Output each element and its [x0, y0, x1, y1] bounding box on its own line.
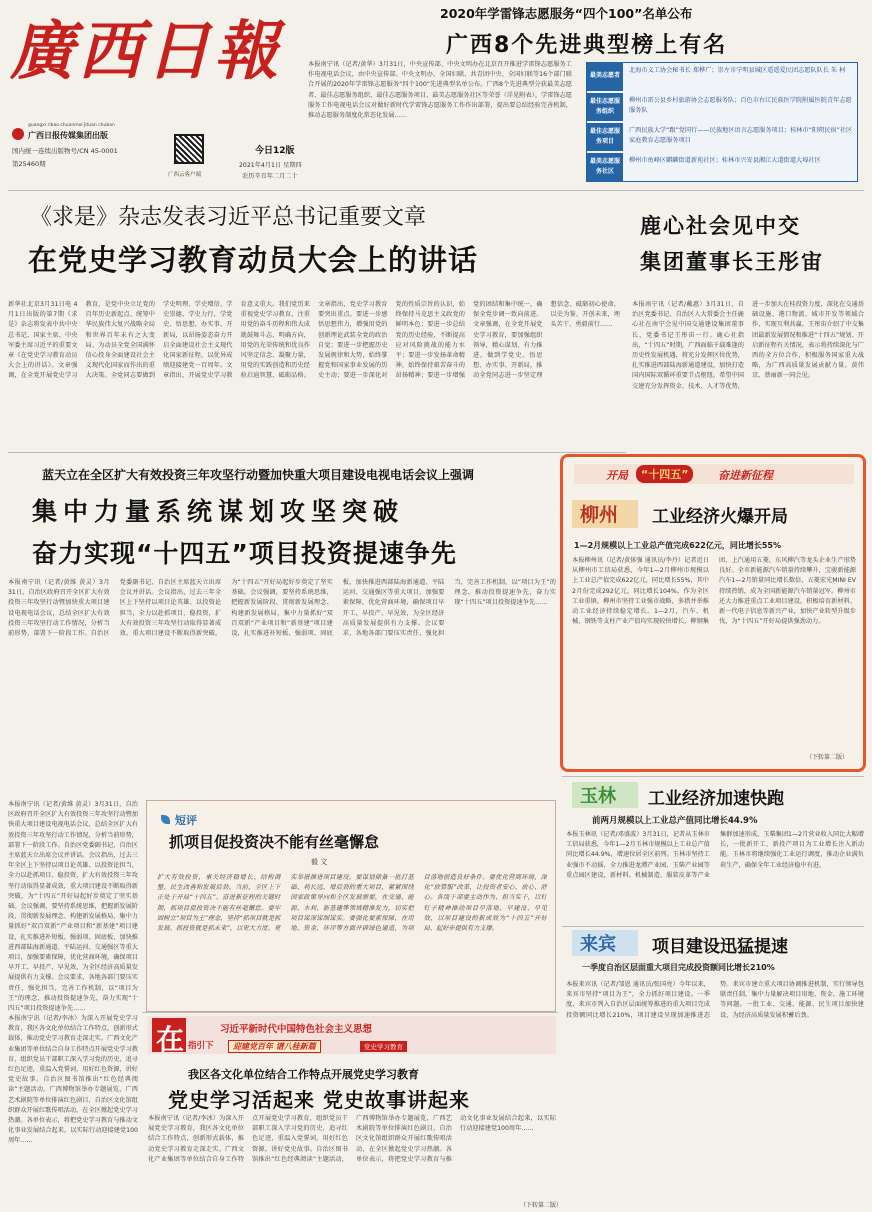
honor-text: 柳州市鱼峰区麒麟街道新苑社区；桂林市兴安县湘江大道街道大埠社区: [629, 157, 821, 164]
honor-label: 最美志愿者: [589, 72, 620, 79]
honors-table: [586, 62, 858, 182]
lunar-date: 农历辛丑年二月二十: [242, 173, 298, 180]
lead-kicker: 《求是》杂志发表习近平总书记重要文章: [30, 205, 427, 230]
honor-label: 最佳志愿服务组织: [589, 98, 620, 115]
conference-headline-1: 集中力量系统谋划攻坚突破: [32, 497, 405, 526]
liuzhou-subhead: 1—2月规模以上工业总产值完成622亿元，同比增长55%: [574, 541, 781, 550]
volunteer-kicker: 2020年学雷锋志愿服务“四个100”名单公布: [440, 6, 693, 21]
study-banner: [148, 1016, 556, 1056]
study-kicker: 我区各文化单位结合工作特点开展党史学习教育: [188, 1068, 419, 1081]
publisher-logo-icon: [12, 128, 24, 140]
app-label: 广西云客户端: [168, 172, 202, 178]
study-headline: 党史学习活起来 党史故事讲起来: [168, 1088, 470, 1112]
lead-headline: 在党史学习教育动员大会上的讲话: [28, 243, 479, 277]
leaf-icon: [161, 815, 170, 824]
liuzhou-headline: 工业经济火爆开局: [652, 507, 788, 527]
side-body: 本报南宁讯（记者/戴惠）3月31日，自治区党委书记、自治区人大常委会主任鹿心社在南宁会见中国交通建设集团董事长、党委书记王彤宙一行。鹿心社指出，“十四五”时期，广西面临千载难逢的历史性发展机遇，将充分发挥区位优势，扎实推进西部陆海新通道建设，加快打造国内国际双循环重要节点枢纽。希望中国交建充分发挥资金、技术、人才等优势，进一步加大在桂投资力度，深化在交通基础设施、港口物流、城市开发等领域合作，实现互利共赢。王彤宙介绍了中交集团最新发展情况和推进“十四五”规划、开启新征程有关情况，表示将持续深化与广西的全方位合作，积极服务国家重大战略，为广西高质量发展贡献力量。黄伟京、蔡丽新一同会见。: [632, 301, 864, 390]
laibin-subhead: 一季度自治区层面重大项目完成投资额同比增长210%: [582, 963, 775, 972]
honor-text: 柳州市雷公县乡村旅游协会志愿服务队；百色市右江民族医学院附属医院青年志愿服务队: [629, 97, 852, 114]
feature-banner-a: 开局: [606, 469, 628, 482]
issue-date: 2021年4月1日 星期四: [239, 162, 302, 169]
feature-banner-b: “十四五”: [636, 465, 693, 483]
liuzhou-city: 柳州: [580, 504, 619, 526]
feature-banner: [574, 464, 854, 486]
volunteer-lead: 本报南宁讯（记者/黄华）3月31日，中央宣传部、中央文明办在北京召开推进学雷锋志愿服务工作电视电话会议，由中央宣传部、中央文明办、全国妇联、共青团中央、全国妇联等16个部门联合开展的2020年学雷锋志愿服务“四个100”先进典型名单公布。广西8个先进典型分获最美志愿者、最佳志愿服务组织、最佳志愿服务项目、最美志愿服务社区等荣誉（详见附表）。学雷锋志愿服务工作电视电话会议对做好新时代学雷锋志愿服务工作作出部署，提出要总结经验完善机制，推动志愿服务制度化常态化发展……: [308, 61, 572, 120]
side-headline-2: 集团董事长王彤宙: [640, 250, 824, 274]
laibin-more: （下转第二版）: [520, 1202, 563, 1209]
yulin-subhead: 前两月规模以上工业总产值同比增长44.9%: [592, 816, 758, 826]
honor-label: 最美志愿服务社区: [589, 158, 620, 175]
short-essay-tag-box: [161, 811, 219, 827]
liuzhou-more: （下转第二版）: [806, 754, 849, 761]
study-guide: 指引下: [188, 1041, 214, 1051]
short-essay-author: 毅 文: [311, 858, 328, 866]
conference-kicker: 蓝天立在全区扩大有效投资三年攻坚行动暨加快重大项目建设电视电话会议上强调: [42, 468, 475, 482]
laibin-headline: 项目建设迅猛提速: [652, 937, 788, 957]
volunteer-story: [308, 4, 864, 184]
conference-body: 本报南宁讯（记者/黄维 黄灵）3月31日，自治区政府召开全区扩大有效投资三年攻坚行动暨加快重大项目建设电视电话会议，总结全区扩大有效投资三年攻坚行动工作情况，分析当前形势，部署下一阶段工作。自治区党委副书记、自治区主席蓝天立出席会议并讲话。会议指出，过去三年全区上下坚持以项目论英雄、以投资论担当，全力以赴抓项目、稳投资，扩大有效投资三年攻坚行动取得显著成效，重大项目建设不断取得新突破，为“十四五”开好局起好步奠定了坚实基础。会议强调，要坚持系统思维，把握新发展阶段、贯彻新发展理念、构建新发展格局，集中力量抓好“双百双新”产业项目和“新基建”项目建设，扎实推进补短板、强弱项、固底板，加快推进西部陆海新通道、平陆运河、交通强区等重大项目，加强要素保障，优化营商环境，确保项目早开工、早投产、早见效，为全区经济高质量发展提供有力支撑。会议要求，各地各部门要压实责任、强化担当，完善工作机制，以“项目为王”的理念，推动投资提速争先，奋力实现“十四五”项目投资提速争先……: [8, 579, 556, 638]
short-essay-tag: 短评: [175, 814, 197, 827]
study-body-left: 本报南宁讯（记者/李冰）为深入开展党史学习教育，我区各文化单位结合工作特点，创新形式载体，推动党史学习教育走深走实。广西文化产业集团等单位结合自身工作特点开展党史学习教育，组织党员干部职工深入学习党的历史，追寻红色足迹，重温入党誓词，用好红色资源，讲好党史故事。自治区图书馆推出“红色经典阅读”主题活动，广西博物馆举办专题展览，广西艺术剧院等单位排演红色剧目，自治区文化馆组织群众开展红歌传唱活动，在全区掀起党史学习热潮。各单位表示，将把党史学习教育与推动文化事业发展结合起来，以实际行动迎接建党100周年……: [8, 1015, 138, 1145]
publisher-name: 广西日报传媒集团出版: [28, 131, 108, 140]
study-banner-2: 迎建党百年 谱八桂新篇: [228, 1040, 321, 1053]
page-count: 今日12版: [255, 146, 295, 156]
short-essay-headline: 抓项目促投资决不能有丝毫懈怠: [169, 833, 380, 851]
honor-text: 广西民族大学“跟”党同行——民族地区语言志愿服务项目；桂林市“阳朔民宿”社区家庭教育志愿服务项目: [629, 127, 853, 144]
yulin-headline: 工业经济加速快跑: [648, 789, 784, 809]
issue-number: 第25460期: [12, 160, 46, 168]
study-banner-1: 习近平新时代中国特色社会主义思想: [220, 1024, 373, 1035]
liuzhou-body: 本报柳州讯（记者/黄体强 通讯员/李丹）记者近日从柳州市工信局获悉，今年1—2月柳州市规模以上工业总产值完成622亿元，同比增长55%，其中2月份完成292亿元，同比增长104%。作为全区工业重镇，柳州市坚持工业强市战略，多措并举推动工业经济持续稳定增长。1—2月，汽车、机械、钢铁等支柱产业产值均实现较快增长，柳钢集团、上汽通用五菱、东风柳汽等龙头企业生产形势良好。全市新能源汽车销量持续攀升，宝骏新能源汽车1—2月销量同比增长数倍，五菱宏光MINI EV持续热销，成为全国新能源汽车销量冠军。柳州市还大力推进重点工业项目建设，积极培育新材料、新一代电子信息等新兴产业，加快产业转型升级步伐，为“十四五”开好局提供强劲动力。: [572, 557, 856, 626]
volunteer-headline: 广西8个先进典型榜上有名: [446, 33, 728, 58]
conference-body-col: 本报南宁讯（记者/黄维 黄灵）3月31日，自治区政府召开全区扩大有效投资三年攻坚行动暨加快重大项目建设电视电话会议，总结全区扩大有效投资三年攻坚行动工作情况，分析当前形势，部署下一阶段工作。自治区党委副书记、自治区主席蓝天立出席会议并讲话。会议指出，过去三年全区上下坚持以项目论英雄、以投资论担当，全力以赴抓项目、稳投资，扩大有效投资三年攻坚行动取得显著成效，重大项目建设不断取得新突破，为“十四五”开好局起好步奠定了坚实基础。会议强调，要坚持系统思维，把握新发展阶段、贯彻新发展理念、构建新发展格局，集中力量抓好“双百双新”产业项目和“新基建”项目建设，扎实推进补短板、强弱项、固底板，加快推进西部陆海新通道、平陆运河、交通强区等重大项目，加强要素保障，优化营商环境，确保项目早开工、早投产、早见效，为全区经济高质量发展提供有力支撑。会议要求，各地各部门要压实责任、强化担当，完善工作机制，以“项目为王”的理念，推动投资提速争先，奋力实现“十四五”项目投资提速争先……: [8, 801, 138, 1012]
masthead: [8, 6, 288, 182]
study-char: 在: [156, 1023, 185, 1056]
qr-code[interactable]: [174, 134, 204, 164]
yulin-body: 本报玉林讯（记者/邓盛波）3月31日，记者从玉林市工信局获悉，今年1—2月玉林市规模以上工业总产值同比增长44.9%，增速位居全区前列。玉林市坚持工业强市不动摇，全力推进龙潭产业园、玉柴产业园等重点园区建设，新材料、机械制造、服装皮革等产业集群加速形成。玉柴集团1—2月营业收入同比大幅增长，一批新开工、新投产项目为工业增长注入新动能。玉林市将继续强化工业运行调度，推动企业满负荷生产，确保全年工业经济稳中有进。: [566, 831, 864, 879]
issn-number: 国内统一连续出版物号/CN 45-0001: [12, 147, 118, 155]
conference-headline-2: 奋力实现“十四五”项目投资提速争先: [32, 539, 457, 568]
study-body: 本报南宁讯（记者/李冰）为深入开展党史学习教育，我区各文化单位结合工作特点，创新形式载体，推动党史学习教育走深走实。广西文化产业集团等单位结合自身工作特点开展党史学习教育，组织党员干部职工深入学习党的历史，追寻红色足迹，重温入党誓词，用好红色资源，讲好党史故事。自治区图书馆推出“红色经典阅读”主题活动，广西博物馆举办专题展览，广西艺术剧院等单位排演红色剧目，自治区文化馆组织群众开展红歌传唱活动，在全区掀起党史学习热潮。各单位表示，将把党史学习教育与推动文化事业发展结合起来，以实际行动迎接建党100周年……: [148, 1115, 556, 1163]
feature-banner-c: 奋进新征程: [718, 469, 773, 482]
lead-body: 新华社北京3月31日电 4月1日出版的第7期《求是》杂志将发表中共中央总书记、国家主席、中央军委主席习近平的重要文章《在党史学习教育动员大会上的讲话》。文章强调，在全党开展党史学习教育，是党中央立足党的百年历史新起点、统筹中华民族伟大复兴战略全局和世界百年未有之大变局、为动员全党全国满怀信心投身全面建设社会主义现代化国家而作出的重大决策。全党同志要做到学史明理、学史增信、学史崇德、学史力行，学党史、悟思想、办实事、开新局，以昂扬姿态奋力开启全面建设社会主义现代化国家新征程，以优异成绩迎接建党一百周年。文章指出，开展党史学习教育意义重大。我们党历来重视党史学习教育，注重用党的奋斗历程和伟大成就鼓舞斗志、明确方向，用党的光荣传统和优良作风坚定信念、凝聚力量，用党的实践创造和历史经验启迪智慧、砥砺品格。文章指出，党史学习教育要突出重点。要进一步感悟思想伟力，增强用党的创新理论武装全党的政治自觉；要进一步把握历史发展规律和大势，始终掌握党和国家事业发展的历史主动；要进一步深化对党的性质宗旨的认识，始终保持马克思主义政党的鲜明本色；要进一步总结党的历史经验，不断提高应对风险挑战的能力水平；要进一步发扬革命精神，始终保持艰苦奋斗的昂扬精神；要进一步增强党的团结和集中统一，确保全党步调一致向前进。文章强调，在全党开展党史学习教育，要加强组织领导，精心谋划、有力推进，做到学党史、悟思想、办实事、开新局，推动全党同志进一步坚定理想信念、砥砺初心使命，以史为鉴、开创未来，埋头苦干、勇毅前行……: [8, 301, 620, 380]
publisher-name-en: guangxi ribao chuanmei jituan chuban: [28, 123, 115, 128]
study-banner-tag: 党史学习教育: [360, 1041, 407, 1052]
side-headline-1: 鹿心社会见中交: [640, 214, 801, 238]
short-essay-body: 扩大有效投资，事关经济稳增长、结构调整、民生改善和发展后劲。当前，全区上下正处于开局“十四五”、奋进新征程的关键时期，抓项目促投资决不能有丝毫懈怠。要牢固树立“项目为王”理念，坚持“抓项目就是抓发展、抓投资就是抓未来”，以更大力度、更实举措推进项目建设。要谋划储备一批打基础、利长远、增后劲的重大项目，紧紧围绕国家政策导向和全区发展需要，在交通、能源、水利、新基建等领域精准发力，切实把项目谋深谋细谋实。要强化要素保障，在用地、资金、环评等方面开辟绿色通道，为项目落地创造良好条件。要优化营商环境，深化“放管服”改革，让投资者安心、放心、舒心。各级干部要主动作为、担当实干，以钉钉子精神推动项目早落地、早建设、早见效，以项目建设的新成效为“十四五”开好局、起好步提供有力支撑。: [157, 874, 547, 933]
honor-label: 最佳志愿服务项目: [589, 128, 620, 145]
laibin-city: 来宾: [580, 934, 616, 955]
masthead-title: 廣西日報: [10, 14, 282, 89]
honor-text: 北海市义工协会秘书长 郑桦广；崇左市宁明县城区遥遥爱民团志愿队队长 朱 柯: [629, 67, 846, 74]
short-essay-box: [146, 800, 556, 1012]
laibin-body: 本报来宾讯（记者/邹恩 通讯员/张国亮）今年以来，来宾市坚持“项目为王”，全力抓好项目建设。一季度，来宾市列入自治区层面统筹推进的重大项目完成投资额同比增长210%，项目建设呈现加速推进态势。来宾市建立重大项目协调推进机制，实行领导包联责任制，集中力量解决项目用地、资金、施工环境等问题。一批工业、交通、能源、民生项目加快建设，为经济高质量发展积蓄后劲。: [566, 981, 864, 1019]
yulin-city: 玉林: [580, 786, 616, 807]
